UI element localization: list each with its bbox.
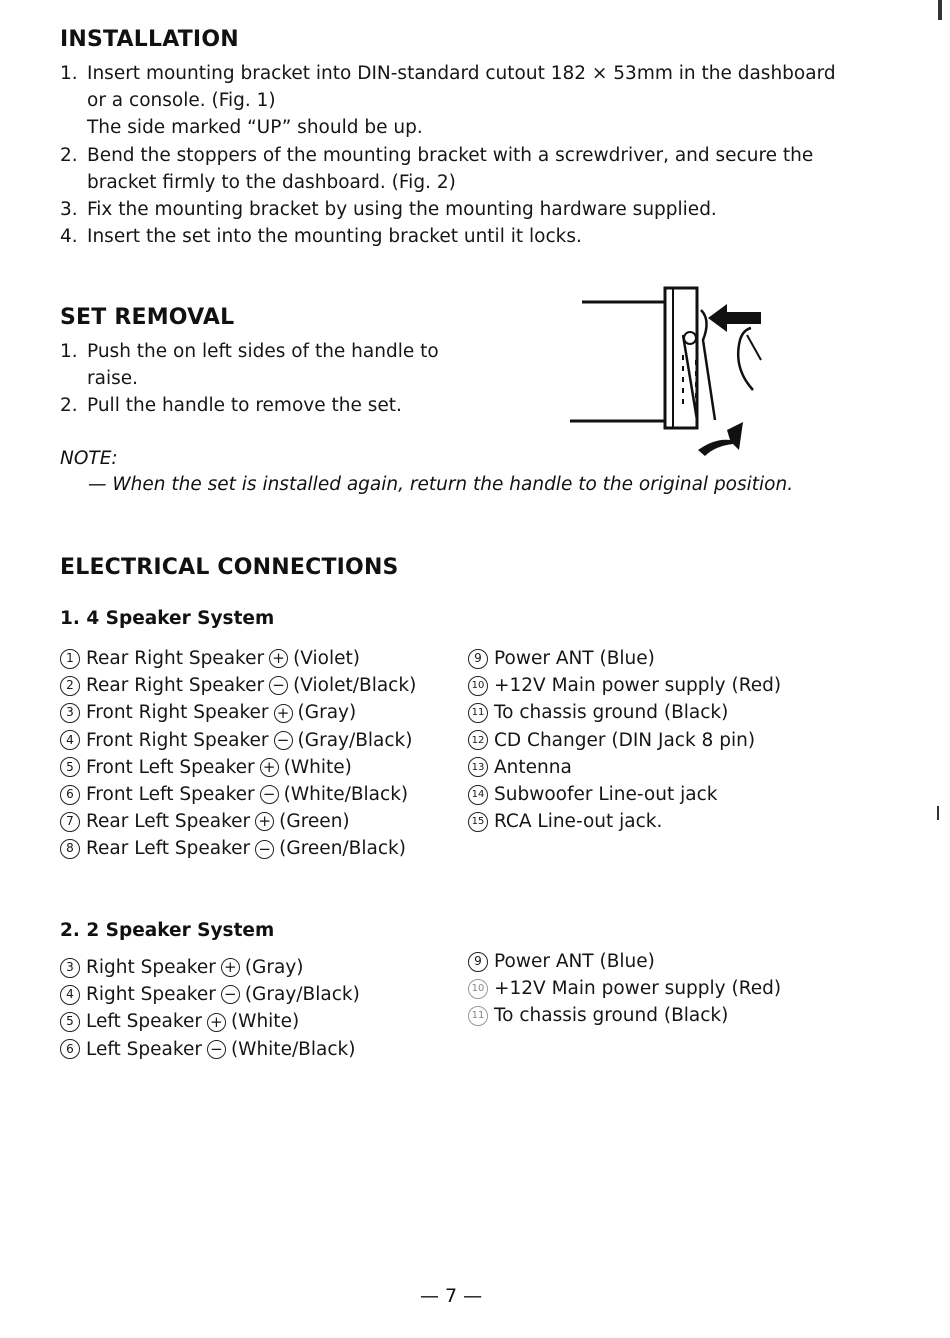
step-line: or a console. (Fig. 1) [87,90,276,112]
connection-item: 10 +12V Main power supply (Red) [468,975,781,1002]
handle-removal-illustration [565,280,775,465]
installation-step [60,142,836,196]
connection-item: 3 Front Right Speaker + (Gray) [60,699,416,726]
two-speaker-right-list [468,948,781,1030]
circled-number: 15 [468,812,488,832]
step-line: The side marked “UP” should be up. [87,117,423,139]
step-line: Bend the stoppers of the mounting bracket with a screwdriver, and secure the [87,144,814,166]
circled-number: 4 [60,985,80,1005]
removal-step [60,392,480,419]
step-line: Push the on left sides of the handle to [87,341,439,362]
step-line: Insert the set into the mounting bracket until it locks. [87,226,582,248]
connection-item: 4 Right Speaker − (Gray/Black) [60,981,360,1008]
minus-terminal-icon: − [221,985,240,1004]
removal-steps [60,338,480,420]
circled-number: 3 [60,703,80,723]
connection-item: 6 Front Left Speaker − (White/Black) [60,781,416,808]
minus-terminal-icon: − [260,785,279,804]
note-text: — When the set is installed again, return the handle to the original position. [88,474,794,495]
minus-terminal-icon: − [274,731,293,750]
scan-edge-mark [938,0,942,20]
connection-item: 13 Antenna [468,754,781,781]
circled-number: 11 [468,1006,488,1026]
electrical-heading: ELECTRICAL CONNECTIONS [60,555,399,580]
connection-item: 5 Left Speaker + (White) [60,1008,360,1035]
minus-terminal-icon: − [207,1040,226,1059]
circled-number: 10 [468,676,488,696]
minus-terminal-icon: − [255,840,274,859]
minus-terminal-icon: − [269,676,288,695]
circled-number: 7 [60,812,80,832]
plus-terminal-icon: + [207,1013,226,1032]
note-label: NOTE: [60,448,118,469]
connection-item: 4 Front Right Speaker − (Gray/Black) [60,727,416,754]
circled-number: 2 [60,676,80,696]
step-number: 2. [60,144,78,166]
circled-number: 4 [60,730,80,750]
step-line: Pull the handle to remove the set. [87,395,402,417]
installation-step [60,60,836,142]
step-line: Fix the mounting bracket by using the mounting hardware supplied. [87,199,717,221]
four-speaker-right-list [468,645,781,835]
circled-number: 14 [468,785,488,805]
plus-terminal-icon: + [255,812,274,831]
page-number: — 7 — [420,1285,483,1307]
connection-item: 9 Power ANT (Blue) [468,948,781,975]
removal-heading: SET REMOVAL [60,305,235,330]
pull-arrow-icon [698,422,743,456]
circled-number: 6 [60,1039,80,1059]
connection-item: 11 To chassis ground (Black) [468,1002,781,1029]
connection-item: 14 Subwoofer Line-out jack [468,781,781,808]
four-speaker-title: 1. 4 Speaker System [60,608,275,629]
installation-heading: INSTALLATION [60,27,239,52]
circled-number: 13 [468,757,488,777]
circled-number: 3 [60,958,80,978]
connection-item: 9 Power ANT (Blue) [468,645,781,672]
circled-number: 8 [60,839,80,859]
circled-number: 5 [60,1012,80,1032]
two-speaker-title: 2. 2 Speaker System [60,920,275,941]
two-speaker-left-list [60,954,360,1063]
circled-number: 11 [468,703,488,723]
installation-steps [60,60,836,250]
connection-item: 8 Rear Left Speaker − (Green/Black) [60,835,416,862]
circled-number: 12 [468,730,488,750]
circled-number: 1 [60,649,80,669]
step-number: 1. [60,63,78,84]
installation-step [60,223,836,250]
circled-number: 9 [468,649,488,669]
push-arrow-icon [708,304,761,332]
step-number: 3. [60,199,78,221]
plus-terminal-icon: + [260,758,279,777]
connection-item: 11 To chassis ground (Black) [468,699,781,726]
four-speaker-left-list [60,645,416,863]
connection-item: 7 Rear Left Speaker + (Green) [60,808,416,835]
step-line: Insert mounting bracket into DIN-standard cutout 182 × 53mm in the dashboard [87,63,836,84]
connection-item: 2 Rear Right Speaker − (Violet/Black) [60,672,416,699]
step-number: 4. [60,226,78,248]
connection-item: 1 Rear Right Speaker + (Violet) [60,645,416,672]
circled-number: 5 [60,757,80,777]
connection-item: 12 CD Changer (DIN Jack 8 pin) [468,727,781,754]
connection-item: 3 Right Speaker + (Gray) [60,954,360,981]
circled-number: 9 [468,952,488,972]
plus-terminal-icon: + [221,958,240,977]
step-line: bracket firmly to the dashboard. (Fig. 2) [87,171,456,193]
connection-item: 5 Front Left Speaker + (White) [60,754,416,781]
step-number: 1. [60,341,78,362]
circled-number: 6 [60,785,80,805]
step-number: 2. [60,395,78,417]
removal-step [60,338,480,392]
step-line: raise. [87,368,138,390]
connection-item: 6 Left Speaker − (White/Black) [60,1036,360,1063]
scan-edge-mark [937,806,939,820]
installation-step [60,196,836,223]
connection-item: 10 +12V Main power supply (Red) [468,672,781,699]
connection-item: 15 RCA Line-out jack. [468,808,781,835]
circled-number: 10 [468,979,488,999]
plus-terminal-icon: + [269,649,288,668]
plus-terminal-icon: + [274,704,293,723]
